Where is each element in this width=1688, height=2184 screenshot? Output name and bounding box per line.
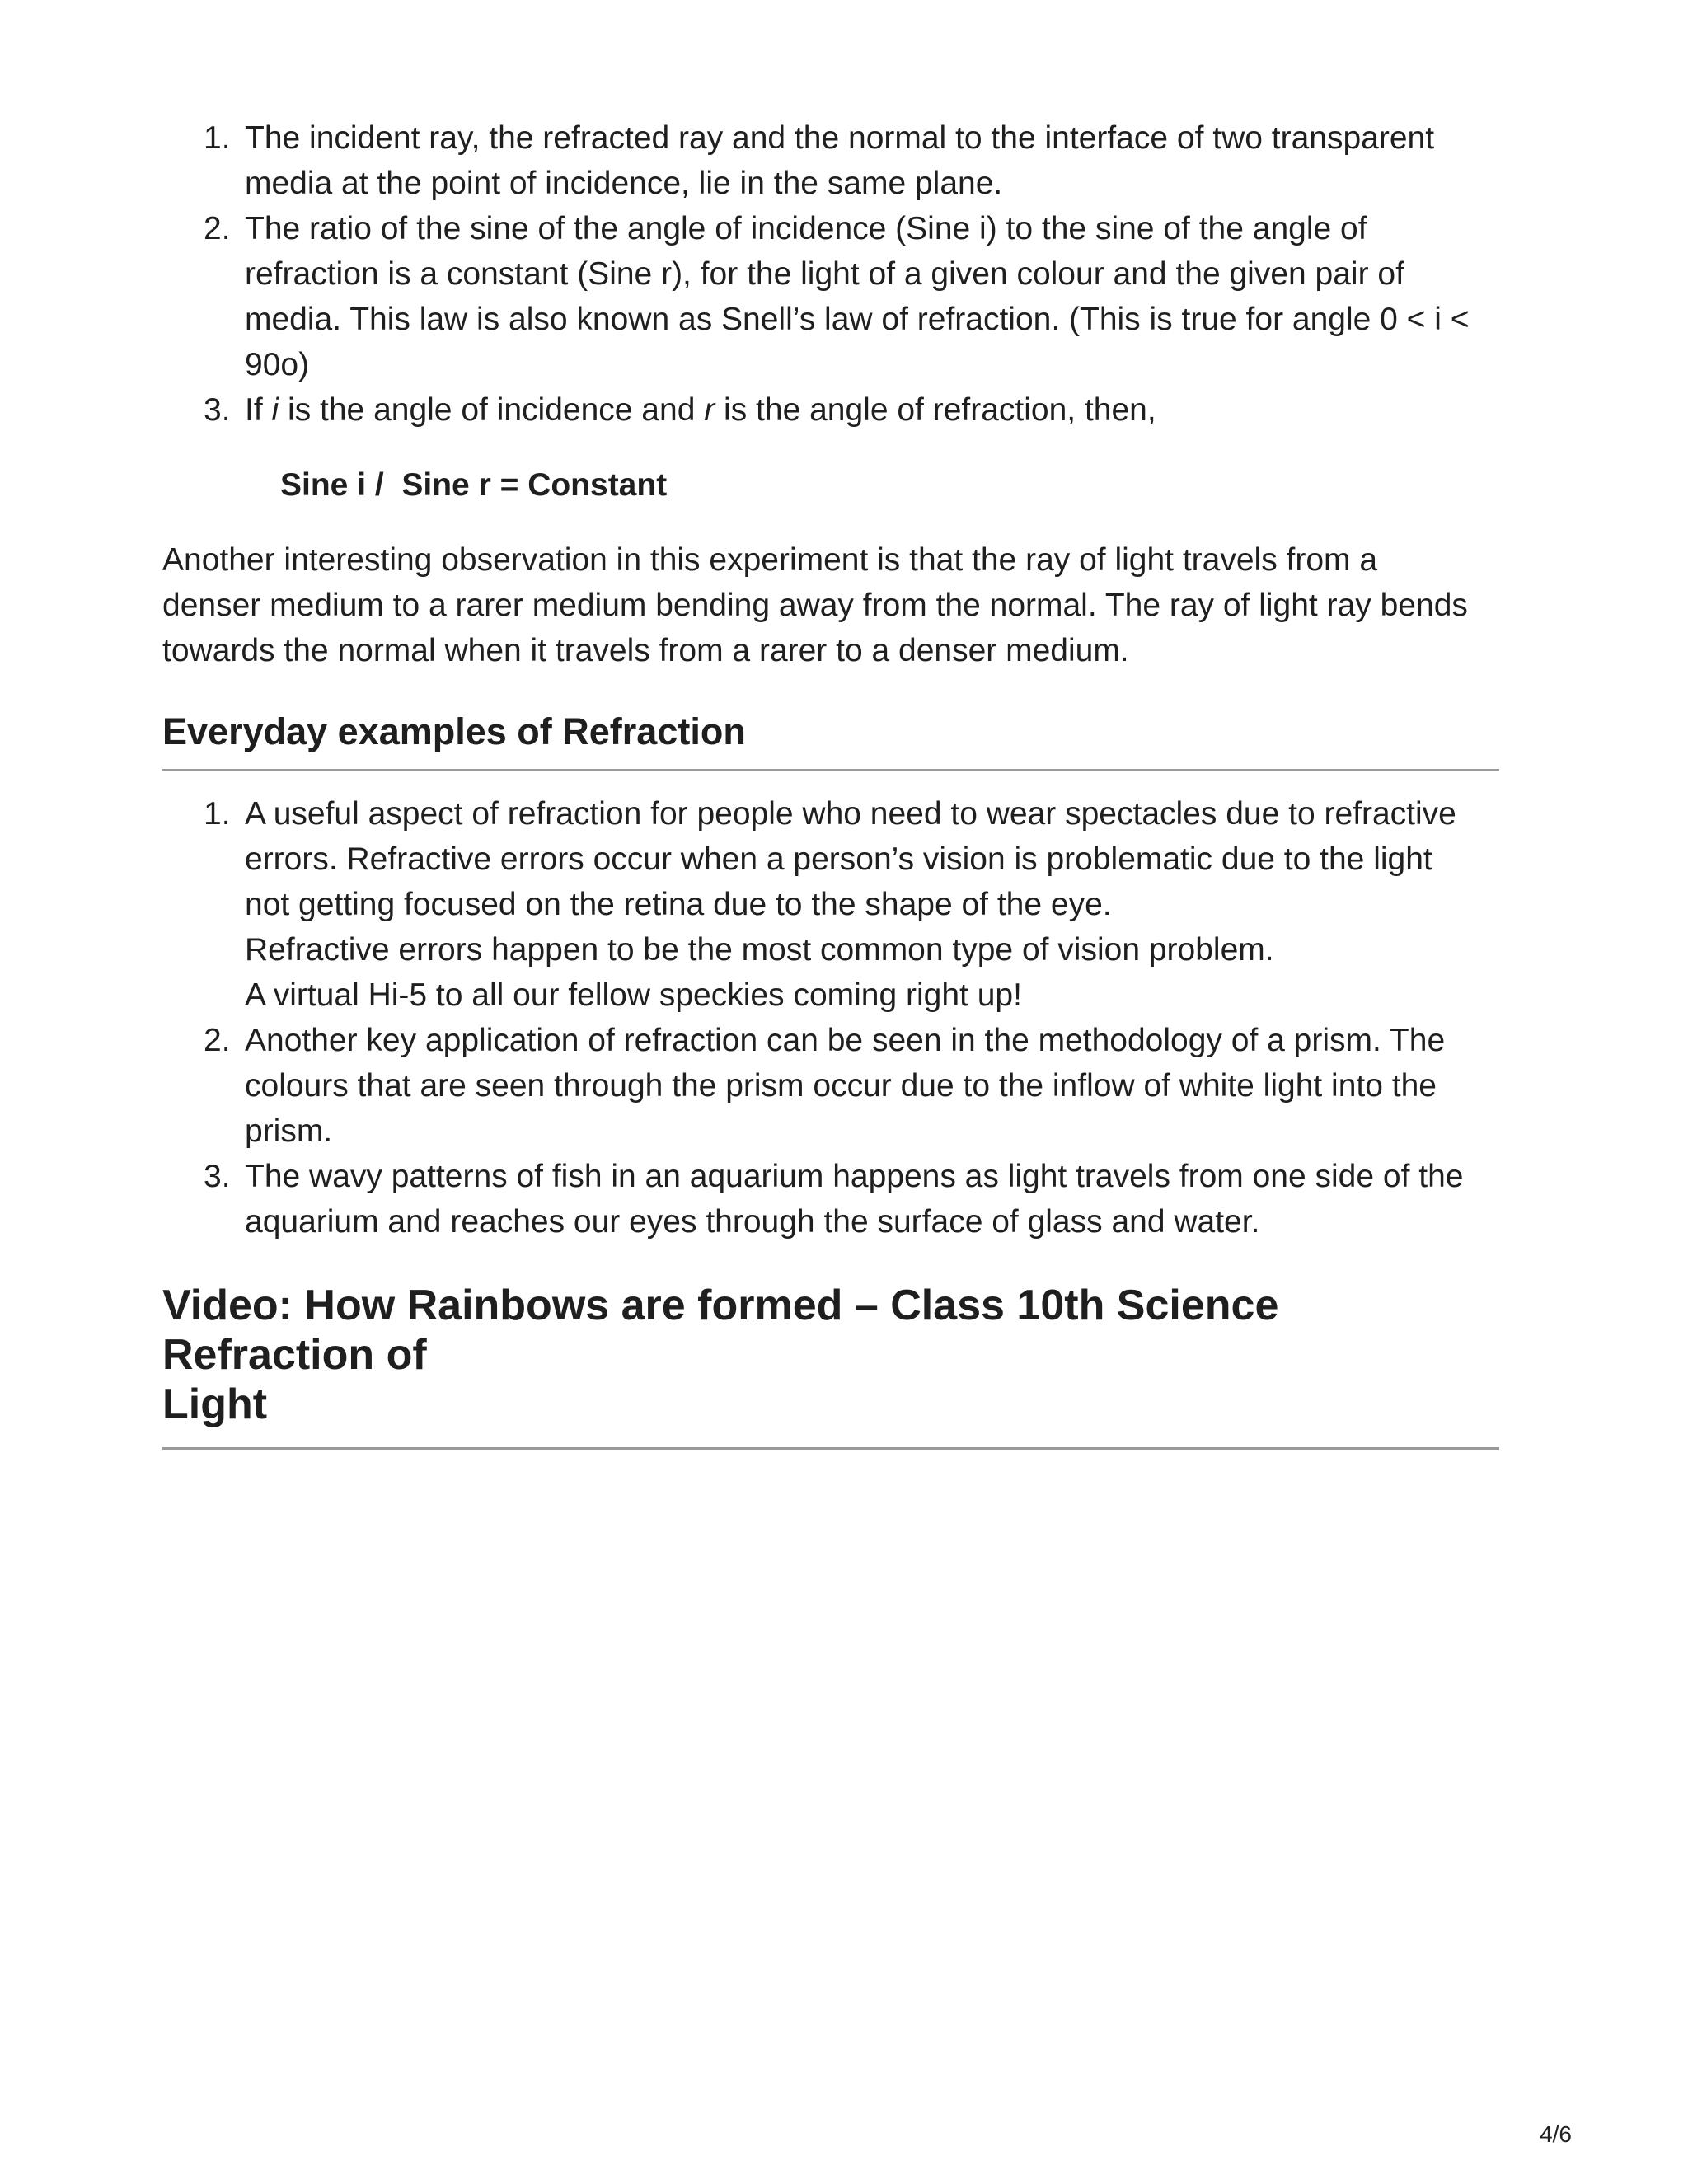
text-line: A useful aspect of refraction for people who need to wear spectacles due to refractive	[245, 796, 1456, 832]
list-item	[162, 115, 1499, 206]
list-number: 3.	[204, 392, 231, 428]
list-number: 2.	[204, 211, 231, 246]
variable-i: i	[271, 392, 279, 428]
variable-r: r	[704, 392, 715, 428]
text-line: media. This law is also known as Snell’s law of refraction. (This is true for angle 0 < i <	[245, 302, 1470, 337]
text-line: Another interesting observation in this experiment is that the ray of light travels from a	[162, 542, 1378, 578]
video-heading	[162, 1281, 1499, 1450]
text-line: prism.	[245, 1113, 333, 1149]
text-line: The incident ray, the refracted ray and the normal to the interface of two transparent	[245, 120, 1435, 156]
list-number: 2.	[204, 1023, 231, 1058]
heading-line: Video: How Rainbows are formed – Class 10th Science Refraction of	[162, 1282, 1279, 1379]
page-number: 4/6	[1540, 2121, 1572, 2147]
text-line: aquarium and reaches our eyes through the surface of glass and water.	[245, 1204, 1260, 1240]
text-line: denser medium to a rarer medium bending away from the normal. The ray of light ray bends	[162, 588, 1468, 623]
list-item	[162, 1018, 1499, 1154]
document-page	[162, 115, 1499, 1450]
examples-heading: Everyday examples of Refraction	[162, 706, 1499, 771]
text-line: The ratio of the sine of the angle of incidence (Sine i) to the sine of the angle of	[245, 211, 1367, 246]
text-line: The wavy patterns of fish in an aquarium happens as light travels from one side of the	[245, 1159, 1464, 1194]
text-line: 90o)	[245, 347, 310, 382]
list-item	[162, 1154, 1499, 1244]
text-line: not getting focused on the retina due to the shape of the eye.	[245, 887, 1112, 922]
heading-line: Light	[162, 1380, 268, 1428]
list-item	[162, 206, 1499, 387]
text-line: media at the point of incidence, lie in the same plane.	[245, 166, 1003, 201]
list-item	[162, 791, 1499, 1018]
observation-paragraph	[162, 537, 1499, 673]
text-line: Another key application of refraction can be seen in the methodology of a prism. The	[245, 1023, 1446, 1058]
text-fragment: is the angle of refraction, then,	[715, 392, 1156, 428]
text-line: errors. Refractive errors occur when a person’s vision is problematic due to the light	[245, 841, 1432, 877]
examples-list	[162, 791, 1499, 1244]
text-fragment: is the angle of incidence and	[279, 392, 705, 428]
list-number: 3.	[204, 1159, 231, 1194]
list-item	[162, 387, 1499, 433]
text-line: towards the normal when it travels from a rarer to a denser medium.	[162, 633, 1129, 668]
refraction-laws-list	[162, 115, 1499, 433]
text-line: refraction is a constant (Sine r), for the light of a given colour and the given pair of	[245, 256, 1404, 292]
snells-law-formula: Sine i / Sine r = Constant	[280, 467, 668, 503]
list-number: 1.	[204, 796, 231, 832]
text-line	[245, 387, 1499, 433]
list-number: 1.	[204, 120, 231, 156]
text-line: Refractive errors happen to be the most common type of vision problem.	[245, 932, 1274, 968]
text-fragment: If	[245, 392, 272, 428]
text-line: colours that are seen through the prism occur due to the inflow of white light into the	[245, 1068, 1437, 1104]
text-line: A virtual Hi-5 to all our fellow speckies coming right up!	[245, 977, 1022, 1013]
